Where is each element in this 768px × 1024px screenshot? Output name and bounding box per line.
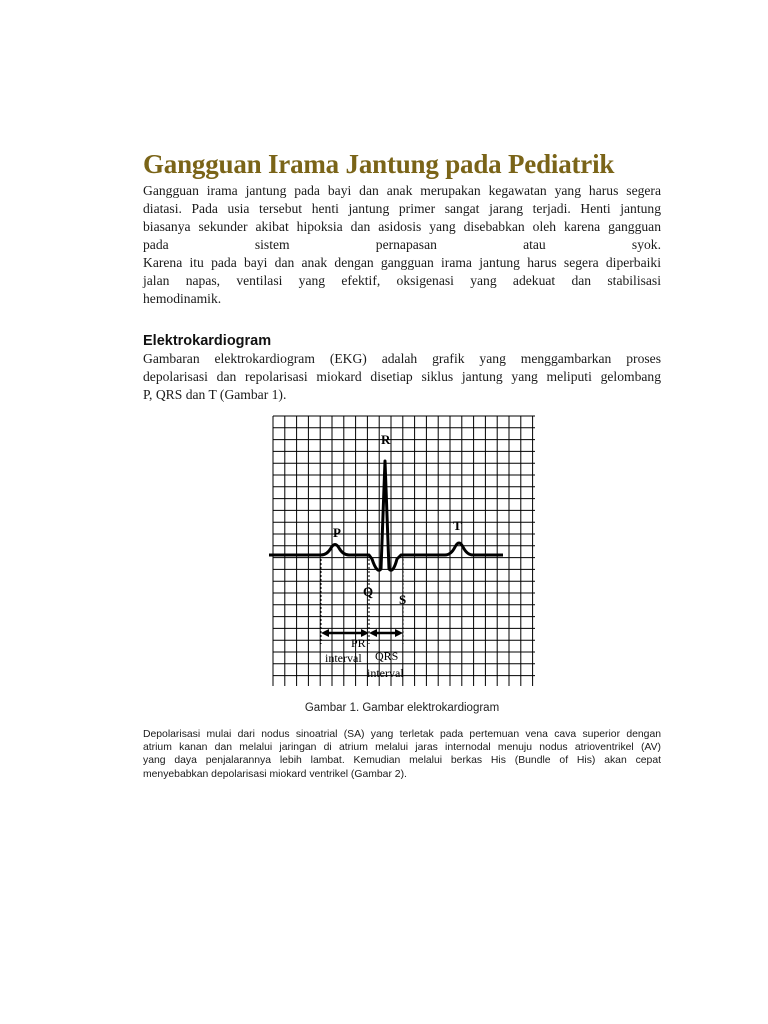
text-line: menyebabkan depolarisasi miokard ventrikel (Gambar 2). xyxy=(143,768,407,780)
text-line: pada sistem pernapasan atau syok. xyxy=(143,237,661,252)
text-line: diatasi. Pada usia tersebut henti jantung primer sangat jarang terjadi. Henti jantung xyxy=(143,201,661,216)
document-page xyxy=(143,146,661,780)
ekg-waveform xyxy=(269,461,503,570)
label-pr: PR xyxy=(351,636,366,650)
qrs-interval-arrow xyxy=(369,629,403,637)
text-line: Depolarisasi mulai dari nodus sinoatrial (SA) yang terletak pada pertemuan vena cava superior dengan xyxy=(143,729,661,740)
text-line: hemodinamik. xyxy=(143,291,222,306)
label-q: Q xyxy=(363,584,374,599)
label-s: S xyxy=(399,592,407,607)
text-line: jalan napas, ventilasi yang efektif, oksigenasi yang adekuat dan stabilisasi xyxy=(143,273,661,288)
text-line: depolarisasi dan repolarisasi miokard disetiap siklus jantung yang meliputi gelombang xyxy=(143,369,661,384)
text-line: yang daya penjalarannya lebih lambat. Kemudian melalui berkas His (Bundle of His) akan cepat xyxy=(143,755,661,767)
label-p: P xyxy=(333,525,341,540)
section-heading: Elektrokardiogram xyxy=(143,333,272,349)
label-qrs: QRS xyxy=(375,649,399,663)
text-line: Gambaran elektrokardiogram (EKG) adalah grafik yang menggambarkan proses xyxy=(143,351,661,366)
text-line: Karena itu pada bayi dan anak dengan gangguan irama jantung harus segera diperbaiki xyxy=(143,255,661,270)
text-line: P, QRS dan T (Gambar 1). xyxy=(143,387,287,402)
text-line: Gangguan irama jantung pada bayi dan anak merupakan kegawatan yang harus segera xyxy=(143,183,661,198)
ekg-grid xyxy=(273,416,535,686)
label-qrs-interval: interval xyxy=(367,666,404,680)
footer-paragraph xyxy=(143,728,661,781)
figure-caption: Gambar 1. Gambar elektrokardiogram xyxy=(304,702,500,714)
label-t: T xyxy=(453,518,462,533)
text-line: biasanya sekunder akibat hipoksia dan asidosis yang disebabkan oleh karena gangguan xyxy=(143,219,661,234)
text-line: atrium kanan dan melalui jaringan di atrium melalui jaras internodal menuju nodus atrioventrikel (AV) xyxy=(143,742,661,754)
ekg-diagram xyxy=(269,414,551,688)
intro-paragraph xyxy=(143,182,661,308)
ekg-figure xyxy=(269,414,551,688)
label-pr-interval: interval xyxy=(325,651,362,665)
page-title: Gangguan Irama Jantung pada Pediatrik xyxy=(143,149,615,179)
label-r: R xyxy=(381,432,391,447)
ekg-paragraph xyxy=(143,350,661,404)
